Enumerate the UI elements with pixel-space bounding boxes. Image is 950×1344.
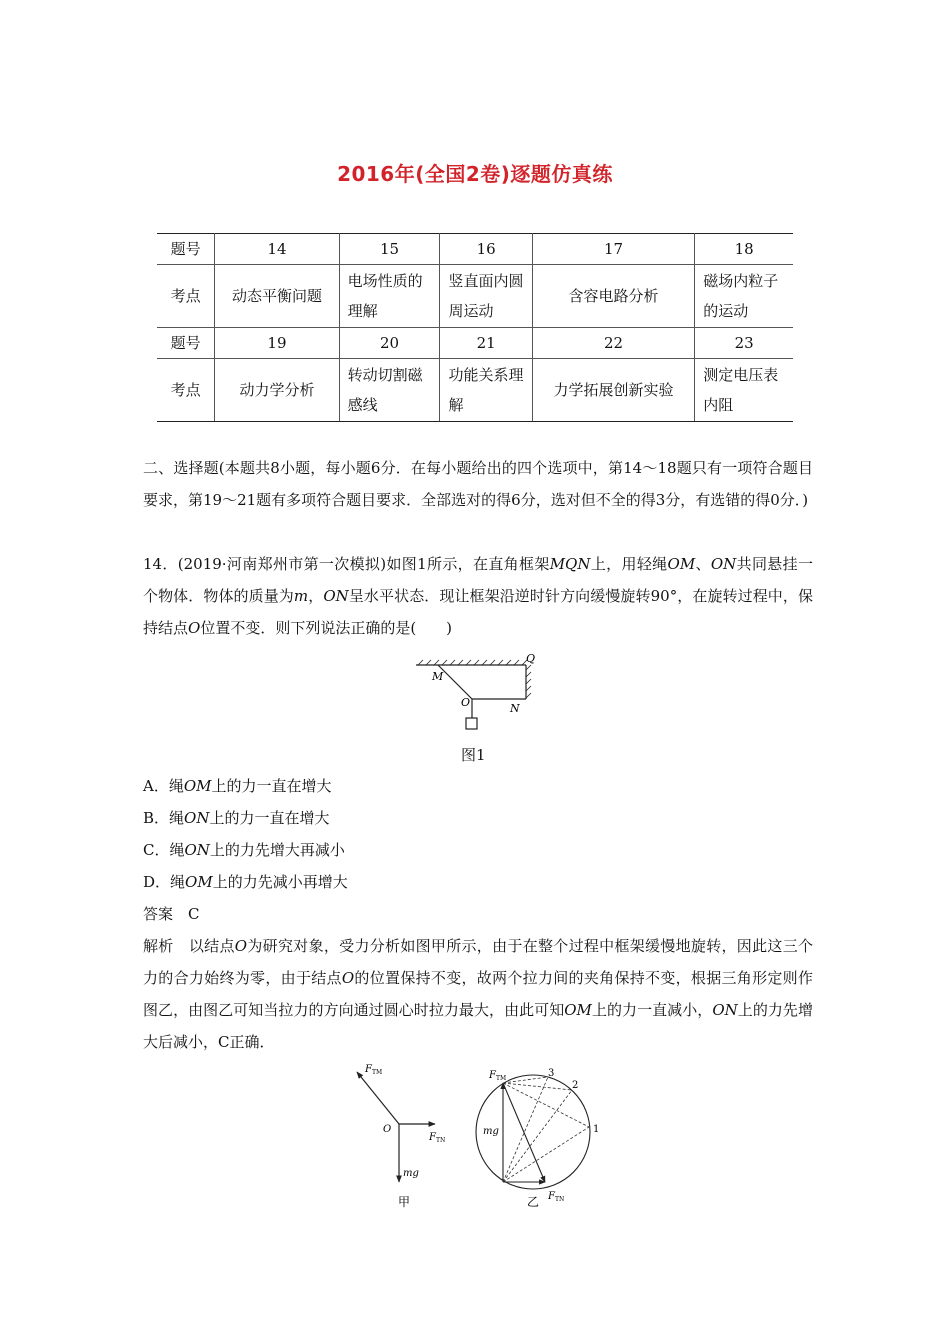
table-cell: 含容电路分析 [532,265,694,328]
row-label: 考点 [157,265,215,328]
option-b: B．绳ON上的力一直在增大 [143,809,330,827]
figure1-caption: 图1 [461,746,486,764]
label-ftm-yi: $F_{TM}$ [489,1070,507,1082]
question-14: 14．(2019·河南郑州市第一次模拟)如图1所示，在直角框架MQN上，用轻绳OM、ON共同悬挂一个物体．物体的质量为m，ON呈水平状态．现让框架沿逆时针方向缓慢旋转90°，在旋转过程中，保持结点O位置不变．则下列说法正确的是( ) [143,555,813,637]
hatch-top [418,660,527,665]
frame-diagram [410,652,540,734]
table-cell: 转动切割磁感线 [339,359,440,422]
topic-table [157,233,793,422]
table-cell: 23 [695,328,793,359]
jia-caption: 甲 [398,1195,411,1209]
yi-caption: 乙 [527,1195,540,1209]
page-title: 2016年(全国2卷)逐题仿真练 [337,162,613,186]
table-cell: 20 [339,328,440,359]
analysis: 解析 以结点O为研究对象，受力分析如图甲所示，由于在整个过程中框架缓慢地旋转，因此这三个力的合力始终为零，由于结点O的位置保持不变，故两个拉力间的夹角保持不变，根据三角形定则作图乙，由图乙可知当拉力的方向通过圆心时拉力最大，由此可知OM上的力一直减小，ON上的力先增大后减小，C正确． [143,937,813,1051]
label-1: 1 [593,1124,600,1135]
label-mg-yi: mg [483,1126,499,1137]
hatch-right [526,665,531,698]
section-intro: 二、选择题(本题共8小题，每小题6分．在每小题给出的四个选项中，第14～18题只有一项符合题目要求，第19～21题有多项符合题目要求．全部选对的得6分，选对但不全的得3分，有选错的得0分．) [143,459,813,509]
label-n: N [510,702,520,715]
label-2: 2 [572,1080,579,1091]
table-cell: 测定电压表内阻 [695,359,793,422]
options-list [143,770,813,930]
table-cell: 22 [532,328,694,359]
label-ftn: $F_{TN}$ [429,1132,446,1144]
label-ftn-yi: $F_{TN}$ [548,1191,565,1203]
label-3: 3 [548,1068,555,1079]
table-cell: 16 [440,234,532,265]
table-cell: 竖直面内圆周运动 [440,265,532,328]
answer: 答案 C [143,905,200,923]
row-label: 考点 [157,359,215,422]
table-cell: 15 [339,234,440,265]
table-row [157,359,793,422]
label-mg: mg [403,1168,419,1179]
row-label: 题号 [157,328,215,359]
label-ftm: $F_{TM}$ [365,1064,383,1076]
table-cell: 17 [532,234,694,265]
table-cell: 21 [440,328,532,359]
option-a: A．绳OM上的力一直在增大 [143,777,332,795]
table-cell: 动力学分析 [215,359,339,422]
table-cell: 18 [695,234,793,265]
hanging-mass [466,718,477,729]
table-cell: 功能关系理解 [440,359,532,422]
dashed-positions [503,1077,589,1182]
label-o: O [383,1124,392,1135]
diagram-jia [357,1072,435,1182]
force-tm-arrow [357,1072,399,1124]
label-o: O [461,696,471,709]
table-cell: 力学拓展创新实验 [532,359,694,422]
table-cell: 14 [215,234,339,265]
label-q: Q [526,652,536,665]
label-m: M [432,670,444,683]
table-cell: 电场性质的理解 [339,265,440,328]
row-label: 题号 [157,234,215,265]
table-row [157,328,793,359]
option-d: D．绳OM上的力先减小再增大 [143,873,348,891]
table-row [157,265,793,328]
force-analysis-diagram [345,1060,615,1212]
table-cell: 磁场内粒子的运动 [695,265,793,328]
table-cell: 19 [215,328,339,359]
table-row [157,234,793,265]
option-c: C．绳ON上的力先增大再减小 [143,841,345,859]
table-cell: 动态平衡问题 [215,265,339,328]
